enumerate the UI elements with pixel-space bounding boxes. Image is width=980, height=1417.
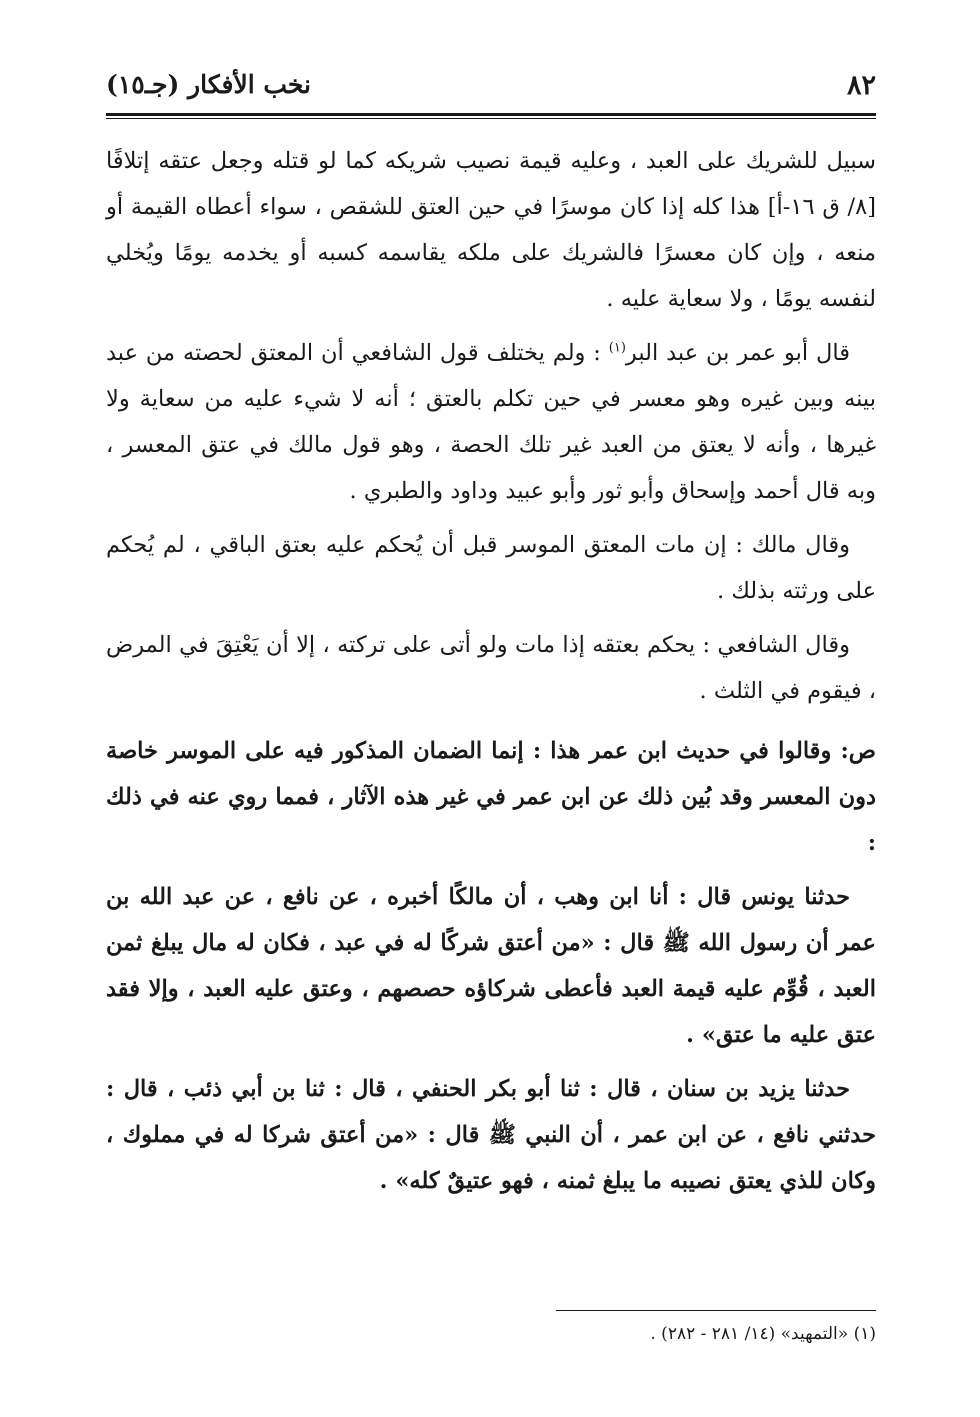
paragraph-hadith-yazid: حدثنا يزيد بن سنان ، قال : ثنا أبو بكر الحنفي ، قال : ثنا بن أبي ذئب ، قال : حدثني نافع ، عن ابن عمر ، أن النبي ﷺ قال : «من أعتق شركا له في مملوك ، وكان للذي يعتق نصيبه ما يبلغ ثمنه ، فهو عتيقٌ كله» . [106, 1076, 876, 1194]
page-header [106, 66, 876, 110]
page-number: ٨٢ [846, 70, 876, 101]
sad-text: وقالوا في حديث ابن عمر هذا : إنما الضمان المذكور فيه على الموسر خاصة دون المعسر وقد بُين ذلك عن ابن عمر في غير هذه الآثار ، فمما روي عنه في ذلك : [106, 738, 876, 856]
footnote-ref[interactable]: (١) [608, 340, 626, 356]
paragraph-abu-umar [106, 330, 876, 514]
header-rule-thin [106, 118, 876, 119]
page-body [106, 138, 876, 1212]
footnote: (١) «التمهيد» (١٤/ ٢٨١ - ٢٨٢) . [650, 1324, 876, 1344]
running-title: نخب الأفكار (جـ١٥) [106, 70, 312, 99]
paragraph-sad [106, 728, 876, 866]
paragraph-shafii: وقال الشافعي : يحكم بعتقه إذا مات ولو أتى على تركته ، إلا أن يَعْتِقَ في المرض ، فيقوم في الثلث . [106, 632, 876, 704]
abu-umar-intro: قال أبو عمر بن عبد البر [625, 340, 850, 366]
abu-umar-text: : ولم يختلف قول الشافعي أن المعتق لحصته من عبد بينه وبين غيره وهو معسر في حين تكلم بالعتق ؛ أنه لا شيء عليه من سعاية ولا غيرها ، وأنه لا يعتق من العبد غير تلك الحصة ، وهو قول [106, 340, 877, 458]
header-rule-thick [106, 113, 876, 116]
paragraph-hadith-yunus: حدثنا يونس قال : أنا ابن وهب ، أن مالكًا أخبره ، عن نافع ، عن عبد الله بن عمر أن رسول الله ﷺ قال : «من أعتق شركًا له في عبد ، فكان له مال يبلغ ثمن العبد ، قُوِّم عليه قيمة العبد فأعطى شركاؤه حصصهم ، وعتق عليه العبد ، وإلا فقد عتق عليه ما عتق» . [106, 884, 876, 1048]
paragraph-malik: وقال مالك : إن مات المعتق الموسر قبل أن يُحكم عليه بعتق الباقي ، لم يُحكم على ورثته بذلك . [106, 532, 876, 604]
footnote-rule [556, 1310, 876, 1311]
sad-marker: ص: [840, 738, 876, 764]
paragraph-continuation: سبيل للشريك على العبد ، وعليه قيمة نصيب شريكه كما لو قتله وجعل عتقه إتلافًا [٨/ ق ١٦-أ] هذا كله إذا كان موسرًا في حين العتق للشقص ، سواء أعطاه القيمة أو منعه ، وإن كان معسرًا فالشريك على ملكه يقاسمه كسبه أو يخدمه يومًا ويُخلي لنفسه يومًا ، ولا سعاية عليه . [106, 148, 877, 312]
abu-umar-text-end: مالك في عتق المعسر ، وبه قال أحمد وإسحاق وأبو ثور وأبو عبيد وداود والطبري . [106, 432, 876, 504]
